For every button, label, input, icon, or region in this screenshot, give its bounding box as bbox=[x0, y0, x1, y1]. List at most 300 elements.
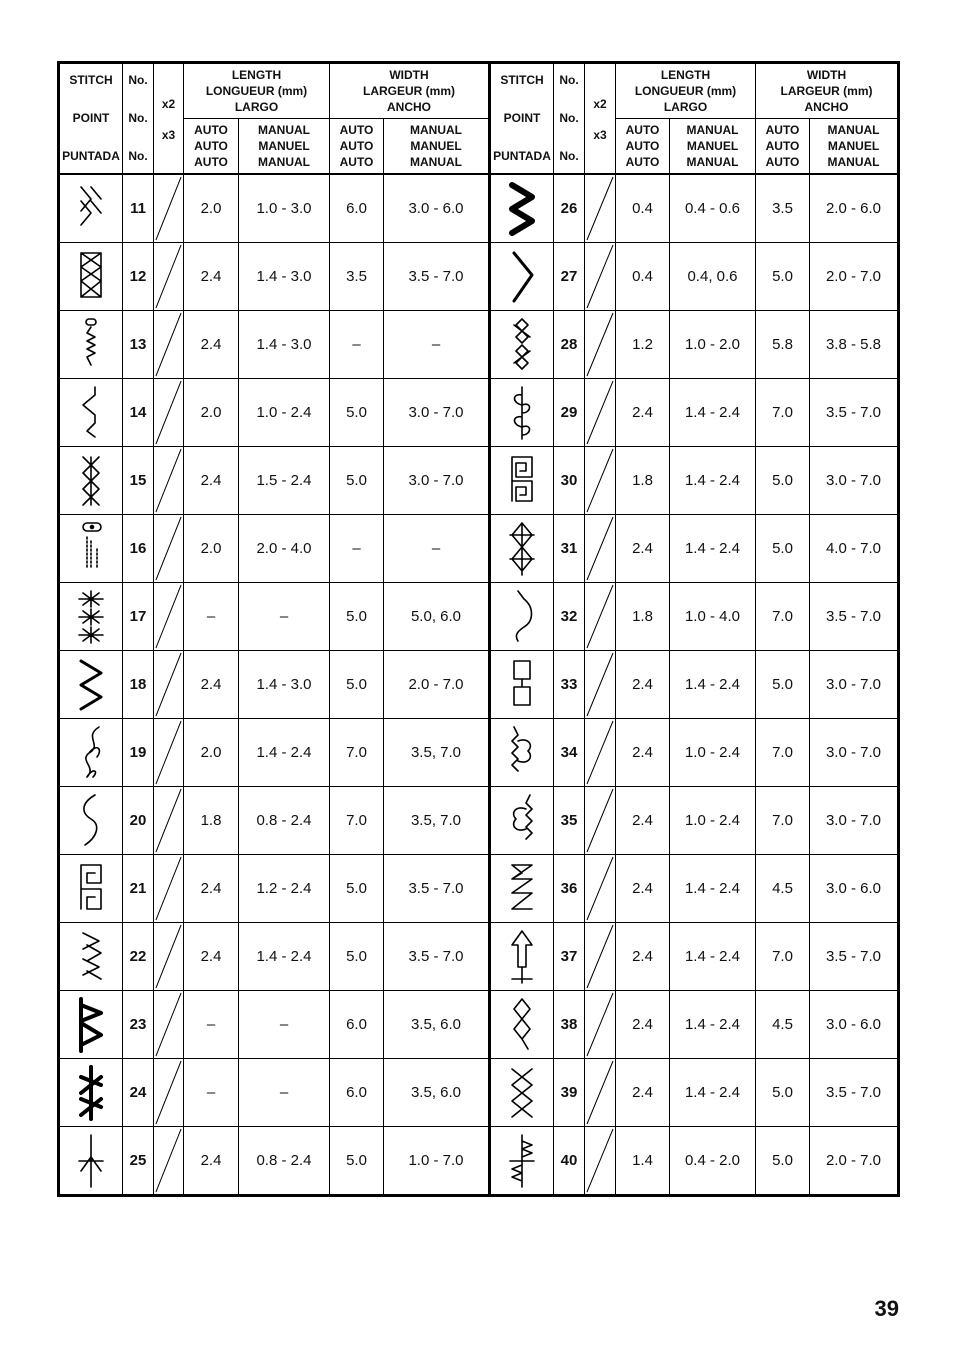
length-manual: – bbox=[239, 582, 330, 650]
length-manual: 1.4 - 2.4 bbox=[670, 854, 756, 922]
tree-stitch-icon bbox=[504, 1131, 540, 1189]
star-stitch-icon bbox=[73, 587, 109, 645]
bartack-stitch-icon bbox=[73, 519, 109, 577]
width-manual: – bbox=[384, 310, 490, 378]
length-manual: 1.0 - 2.4 bbox=[670, 786, 756, 854]
width-auto: 5.0 bbox=[330, 446, 384, 514]
stitch-number: 17 bbox=[123, 582, 154, 650]
stitch-number: 37 bbox=[554, 922, 585, 990]
diagonal-line bbox=[154, 515, 183, 582]
multiplier-cell bbox=[585, 174, 616, 243]
width-auto: 6.0 bbox=[330, 990, 384, 1058]
table-row bbox=[59, 786, 899, 854]
length-auto-header-right: AUTO AUTO AUTO bbox=[616, 119, 670, 174]
length-manual: – bbox=[239, 990, 330, 1058]
spiral-key-stitch-icon bbox=[504, 451, 540, 509]
length-manual: 1.0 - 2.4 bbox=[239, 378, 330, 446]
diagonal-line bbox=[154, 175, 183, 242]
length-auto: 1.8 bbox=[616, 446, 670, 514]
table-row bbox=[59, 174, 899, 243]
width-auto: 6.0 bbox=[330, 174, 384, 243]
width-auto-header-right: AUTO AUTO AUTO bbox=[756, 119, 810, 174]
stitch-number: 34 bbox=[554, 718, 585, 786]
width-auto: 6.0 bbox=[330, 1058, 384, 1126]
length-manual: 1.4 - 3.0 bbox=[239, 310, 330, 378]
width-manual: 4.0 - 7.0 bbox=[810, 514, 899, 582]
stitch-number: 29 bbox=[554, 378, 585, 446]
stitch-number: 20 bbox=[123, 786, 154, 854]
length-manual: 0.4 - 2.0 bbox=[670, 1126, 756, 1195]
diamond-chain-stitch-icon bbox=[504, 315, 540, 373]
stitch-symbol bbox=[59, 990, 123, 1058]
stitch-symbol bbox=[59, 242, 123, 310]
table-row bbox=[59, 650, 899, 718]
length-auto: 2.4 bbox=[184, 650, 239, 718]
width-auto: 5.0 bbox=[756, 446, 810, 514]
diagonal-line bbox=[585, 583, 615, 650]
diagonal-line bbox=[154, 447, 183, 514]
wave-stitch-icon bbox=[73, 383, 109, 441]
width-manual: 3.0 - 7.0 bbox=[384, 446, 490, 514]
stitch-symbol bbox=[490, 854, 554, 922]
diagonal-line bbox=[154, 311, 183, 378]
width-manual: 3.0 - 7.0 bbox=[810, 718, 899, 786]
length-auto: 2.4 bbox=[184, 446, 239, 514]
stitch-number: 25 bbox=[123, 1126, 154, 1195]
multiplier-cell bbox=[585, 922, 616, 990]
stitch-symbol bbox=[59, 1126, 123, 1195]
stitch-symbol bbox=[490, 174, 554, 243]
stitch-symbol bbox=[59, 650, 123, 718]
satin-zigzag-stitch-icon bbox=[504, 179, 540, 237]
width-auto: 3.5 bbox=[756, 174, 810, 243]
length-auto: 1.8 bbox=[616, 582, 670, 650]
multiplier-cell bbox=[154, 242, 184, 310]
width-auto: 7.0 bbox=[756, 718, 810, 786]
multiplier-cell bbox=[585, 446, 616, 514]
diagonal-line bbox=[585, 719, 615, 786]
width-auto: 5.0 bbox=[330, 650, 384, 718]
diagonal-line bbox=[154, 1127, 183, 1194]
width-manual: 3.5 - 7.0 bbox=[384, 922, 490, 990]
scallop-stitch-icon bbox=[504, 587, 540, 645]
multiplier-cell bbox=[154, 582, 184, 650]
serpentine-stitch-icon bbox=[73, 791, 109, 849]
length-manual: 1.4 - 2.4 bbox=[670, 990, 756, 1058]
length-auto: 2.4 bbox=[616, 854, 670, 922]
length-manual: 1.4 - 2.4 bbox=[239, 922, 330, 990]
width-manual: 3.0 - 7.0 bbox=[810, 786, 899, 854]
width-manual: 3.0 - 7.0 bbox=[810, 446, 899, 514]
multiplier-cell bbox=[585, 990, 616, 1058]
length-auto: 1.4 bbox=[616, 1126, 670, 1195]
width-manual: 2.0 - 7.0 bbox=[810, 1126, 899, 1195]
diagonal-line bbox=[154, 787, 183, 854]
stitch-number: 35 bbox=[554, 786, 585, 854]
diagonal-line bbox=[154, 379, 183, 446]
triangle-band-stitch-icon bbox=[73, 247, 109, 305]
diagonal-line bbox=[154, 243, 183, 310]
length-header-right: LENGTH LONGUEUR (mm) LARGO bbox=[616, 63, 756, 119]
length-auto: 2.0 bbox=[184, 718, 239, 786]
stitch-number: 12 bbox=[123, 242, 154, 310]
page-number: 39 bbox=[874, 1296, 899, 1321]
width-manual-header-right: MANUAL MANUEL MANUAL bbox=[810, 119, 899, 174]
table-row bbox=[59, 378, 899, 446]
width-manual-header: MANUAL MANUEL MANUAL bbox=[384, 119, 490, 174]
branch-stitch-icon bbox=[73, 1131, 109, 1189]
stitch-header-right: STITCH POINT PUNTADA bbox=[490, 63, 554, 174]
multiplier-cell bbox=[154, 310, 184, 378]
multiplier-cell bbox=[585, 242, 616, 310]
diagonal-line bbox=[585, 923, 615, 990]
stitch-symbol bbox=[59, 718, 123, 786]
feather-stitch-icon bbox=[73, 451, 109, 509]
multiplier-cell bbox=[585, 582, 616, 650]
stitch-symbol bbox=[490, 378, 554, 446]
multiplier-cell bbox=[585, 378, 616, 446]
multiplier-cell bbox=[154, 650, 184, 718]
diagonal-line bbox=[154, 583, 183, 650]
width-auto: 5.0 bbox=[330, 922, 384, 990]
length-manual-header-right: MANUAL MANUEL MANUAL bbox=[670, 119, 756, 174]
length-auto: 2.0 bbox=[184, 514, 239, 582]
width-header-right: WIDTH LARGEUR (mm) ANCHO bbox=[756, 63, 899, 119]
width-manual: 3.5 - 7.0 bbox=[810, 1058, 899, 1126]
diagonal-line bbox=[154, 1059, 183, 1126]
stitch-number: 23 bbox=[123, 990, 154, 1058]
length-manual: 0.4 - 0.6 bbox=[670, 174, 756, 243]
table-row bbox=[59, 854, 899, 922]
length-manual: 0.8 - 2.4 bbox=[239, 1126, 330, 1195]
stitch-number: 18 bbox=[123, 650, 154, 718]
stitch-symbol bbox=[59, 514, 123, 582]
stitch-number: 40 bbox=[554, 1126, 585, 1195]
buttonhole-stitch-icon bbox=[73, 315, 109, 373]
width-manual: – bbox=[384, 514, 490, 582]
length-manual-header: MANUAL MANUEL MANUAL bbox=[239, 119, 330, 174]
diagonal-line bbox=[154, 651, 183, 718]
stitch-symbol bbox=[59, 786, 123, 854]
stitch-symbol bbox=[490, 650, 554, 718]
stitch-symbol bbox=[59, 446, 123, 514]
multiplier-cell bbox=[154, 854, 184, 922]
length-auto: 0.4 bbox=[616, 242, 670, 310]
width-manual: 3.0 - 7.0 bbox=[384, 378, 490, 446]
length-auto: 2.4 bbox=[184, 854, 239, 922]
length-auto: 2.4 bbox=[616, 650, 670, 718]
stitch-symbol bbox=[59, 1058, 123, 1126]
diagonal-line bbox=[585, 651, 615, 718]
satin-flower-stitch-icon bbox=[73, 1063, 109, 1121]
diagonal-line bbox=[154, 923, 183, 990]
length-auto: 2.0 bbox=[184, 378, 239, 446]
stitch-number: 28 bbox=[554, 310, 585, 378]
arrow-stitch-icon bbox=[504, 927, 540, 985]
greek-key-stitch-icon bbox=[73, 859, 109, 917]
diagonal-line bbox=[585, 311, 615, 378]
chevron-band-stitch-icon bbox=[73, 927, 109, 985]
stitch-symbol bbox=[59, 854, 123, 922]
stitch-header: STITCH POINT PUNTADA bbox=[59, 63, 123, 174]
length-auto: 2.4 bbox=[184, 1126, 239, 1195]
table-row bbox=[59, 582, 899, 650]
length-auto: 2.4 bbox=[616, 922, 670, 990]
multiplier-cell bbox=[585, 786, 616, 854]
diagonal-line bbox=[154, 719, 183, 786]
stitch-table bbox=[57, 61, 900, 1197]
multiplier-cell bbox=[585, 650, 616, 718]
width-auto: 7.0 bbox=[756, 582, 810, 650]
zigzag-stitch-icon bbox=[73, 655, 109, 713]
width-manual: 3.5 - 7.0 bbox=[810, 378, 899, 446]
stitch-symbol bbox=[490, 1126, 554, 1195]
stitch-number: 33 bbox=[554, 650, 585, 718]
stitch-number: 39 bbox=[554, 1058, 585, 1126]
length-header: LENGTH LONGUEUR (mm) LARGO bbox=[184, 63, 330, 119]
stitch-number: 13 bbox=[123, 310, 154, 378]
diamond-cross-stitch-icon bbox=[504, 519, 540, 577]
stitch-number: 27 bbox=[554, 242, 585, 310]
stitch-number: 14 bbox=[123, 378, 154, 446]
width-auto: 7.0 bbox=[756, 378, 810, 446]
table-row bbox=[59, 446, 899, 514]
diagonal-line bbox=[585, 991, 615, 1058]
multiplier-header: x2 x3 bbox=[154, 63, 184, 174]
width-auto: 5.0 bbox=[756, 242, 810, 310]
satin-leaf-stitch-icon bbox=[73, 995, 109, 1053]
stitch-symbol bbox=[59, 582, 123, 650]
multiplier-cell bbox=[154, 990, 184, 1058]
width-manual: 3.5 - 7.0 bbox=[810, 922, 899, 990]
triangle-chain-stitch-icon bbox=[504, 859, 540, 917]
diamond-wave-stitch-icon bbox=[504, 995, 540, 1053]
length-manual: 2.0 - 4.0 bbox=[239, 514, 330, 582]
width-manual: 3.0 - 7.0 bbox=[810, 650, 899, 718]
multiplier-cell bbox=[154, 786, 184, 854]
width-manual: 1.0 - 7.0 bbox=[384, 1126, 490, 1195]
diagonal-line bbox=[154, 991, 183, 1058]
stitch-symbol bbox=[490, 310, 554, 378]
multiplier-header-right: x2 x3 bbox=[585, 63, 616, 174]
large-zigzag-stitch-icon bbox=[504, 247, 540, 305]
multiplier-cell bbox=[585, 1058, 616, 1126]
multiplier-cell bbox=[154, 718, 184, 786]
length-auto: 2.4 bbox=[184, 922, 239, 990]
stitch-symbol bbox=[59, 310, 123, 378]
width-auto: – bbox=[330, 310, 384, 378]
stitch-number: 31 bbox=[554, 514, 585, 582]
length-manual: 1.4 - 2.4 bbox=[670, 446, 756, 514]
stitch-symbol bbox=[59, 922, 123, 990]
length-manual: 1.4 - 2.4 bbox=[670, 378, 756, 446]
multiplier-cell bbox=[154, 514, 184, 582]
length-manual: 1.4 - 3.0 bbox=[239, 242, 330, 310]
multiplier-cell bbox=[585, 1126, 616, 1195]
stitch-number: 22 bbox=[123, 922, 154, 990]
stitch-number: 11 bbox=[123, 174, 154, 243]
tulip-stitch-icon bbox=[504, 723, 540, 781]
length-auto-header: AUTO AUTO AUTO bbox=[184, 119, 239, 174]
multiplier-cell bbox=[154, 378, 184, 446]
length-auto: 2.4 bbox=[616, 990, 670, 1058]
leaf-vine-stitch-icon bbox=[73, 723, 109, 781]
no-header-right: No. No. No. bbox=[554, 63, 585, 174]
diagonal-line bbox=[585, 379, 615, 446]
width-header: WIDTH LARGEUR (mm) ANCHO bbox=[330, 63, 490, 119]
length-manual: 1.2 - 2.4 bbox=[239, 854, 330, 922]
arrowhead-stitch-icon bbox=[73, 179, 109, 237]
table-row bbox=[59, 1126, 899, 1195]
length-manual: 1.4 - 2.4 bbox=[670, 514, 756, 582]
length-auto: – bbox=[184, 582, 239, 650]
width-manual: 3.5 - 7.0 bbox=[384, 854, 490, 922]
width-auto: 7.0 bbox=[756, 786, 810, 854]
length-manual: 1.0 - 2.0 bbox=[670, 310, 756, 378]
diagonal-line bbox=[585, 243, 615, 310]
multiplier-cell bbox=[585, 854, 616, 922]
width-manual: 3.5, 6.0 bbox=[384, 1058, 490, 1126]
square-stitch-icon bbox=[504, 655, 540, 713]
width-auto: 7.0 bbox=[330, 786, 384, 854]
stitch-symbol bbox=[490, 1058, 554, 1126]
width-auto: 5.0 bbox=[756, 1126, 810, 1195]
length-manual: 1.4 - 2.4 bbox=[239, 718, 330, 786]
width-manual: 3.5 - 7.0 bbox=[384, 242, 490, 310]
length-manual: 1.0 - 4.0 bbox=[670, 582, 756, 650]
table-row bbox=[59, 990, 899, 1058]
table-row bbox=[59, 242, 899, 310]
multiplier-cell bbox=[154, 922, 184, 990]
multiplier-cell bbox=[154, 1058, 184, 1126]
width-auto: – bbox=[330, 514, 384, 582]
stitch-number: 38 bbox=[554, 990, 585, 1058]
length-manual: 1.4 - 2.4 bbox=[670, 650, 756, 718]
stitch-symbol bbox=[490, 718, 554, 786]
multiplier-cell bbox=[585, 310, 616, 378]
diagonal-line bbox=[585, 787, 615, 854]
stitch-number: 32 bbox=[554, 582, 585, 650]
length-manual: 1.5 - 2.4 bbox=[239, 446, 330, 514]
length-manual: 1.0 - 2.4 bbox=[670, 718, 756, 786]
length-auto: 2.0 bbox=[184, 174, 239, 243]
width-auto: 5.0 bbox=[330, 1126, 384, 1195]
stitch-symbol bbox=[490, 990, 554, 1058]
length-manual: 1.4 - 3.0 bbox=[239, 650, 330, 718]
width-auto: 5.0 bbox=[330, 378, 384, 446]
diagonal-line bbox=[585, 515, 615, 582]
multiplier-cell bbox=[154, 446, 184, 514]
length-auto: 2.4 bbox=[616, 786, 670, 854]
width-auto: 3.5 bbox=[330, 242, 384, 310]
multiplier-cell bbox=[154, 174, 184, 243]
width-manual: 3.0 - 6.0 bbox=[810, 854, 899, 922]
length-manual: 1.0 - 3.0 bbox=[239, 174, 330, 243]
width-auto: 5.0 bbox=[756, 1058, 810, 1126]
width-manual: 3.5, 7.0 bbox=[384, 718, 490, 786]
width-auto: 5.0 bbox=[330, 854, 384, 922]
stitch-symbol bbox=[490, 786, 554, 854]
multiplier-cell bbox=[585, 718, 616, 786]
table-row bbox=[59, 922, 899, 990]
stitch-number: 24 bbox=[123, 1058, 154, 1126]
diagonal-line bbox=[154, 855, 183, 922]
stitch-symbol bbox=[59, 174, 123, 243]
tulip-mirror-stitch-icon bbox=[504, 791, 540, 849]
stitch-number: 26 bbox=[554, 174, 585, 243]
fern-stitch-icon bbox=[504, 383, 540, 441]
diagonal-line bbox=[585, 855, 615, 922]
stitch-number: 21 bbox=[123, 854, 154, 922]
width-auto: 7.0 bbox=[330, 718, 384, 786]
stitch-symbol bbox=[490, 582, 554, 650]
width-manual: 2.0 - 6.0 bbox=[810, 174, 899, 243]
length-auto: 2.4 bbox=[616, 718, 670, 786]
width-manual: 3.5, 7.0 bbox=[384, 786, 490, 854]
stitch-number: 19 bbox=[123, 718, 154, 786]
stitch-symbol bbox=[490, 922, 554, 990]
length-auto: 2.4 bbox=[616, 378, 670, 446]
length-manual: 0.8 - 2.4 bbox=[239, 786, 330, 854]
length-auto: 2.4 bbox=[616, 514, 670, 582]
multiplier-cell bbox=[154, 1126, 184, 1195]
length-manual: – bbox=[239, 1058, 330, 1126]
table-row bbox=[59, 514, 899, 582]
length-auto: 2.4 bbox=[616, 1058, 670, 1126]
width-manual: 2.0 - 7.0 bbox=[810, 242, 899, 310]
cross-stitch-icon bbox=[504, 1063, 540, 1121]
no-header: No. No. No. bbox=[123, 63, 154, 174]
length-auto: 2.4 bbox=[184, 310, 239, 378]
width-auto: 4.5 bbox=[756, 854, 810, 922]
width-auto: 5.0 bbox=[756, 514, 810, 582]
stitch-symbol bbox=[490, 446, 554, 514]
table-row bbox=[59, 310, 899, 378]
width-auto: 4.5 bbox=[756, 990, 810, 1058]
width-manual: 3.8 - 5.8 bbox=[810, 310, 899, 378]
width-manual: 2.0 - 7.0 bbox=[384, 650, 490, 718]
width-auto: 5.8 bbox=[756, 310, 810, 378]
stitch-number: 16 bbox=[123, 514, 154, 582]
length-manual: 0.4, 0.6 bbox=[670, 242, 756, 310]
length-auto: – bbox=[184, 990, 239, 1058]
length-auto: 2.4 bbox=[184, 242, 239, 310]
stitch-symbol bbox=[490, 242, 554, 310]
length-manual: 1.4 - 2.4 bbox=[670, 922, 756, 990]
diagonal-line bbox=[585, 1059, 615, 1126]
width-auto: 5.0 bbox=[756, 650, 810, 718]
stitch-number: 15 bbox=[123, 446, 154, 514]
stitch-symbol bbox=[490, 514, 554, 582]
width-manual: 3.5, 6.0 bbox=[384, 990, 490, 1058]
length-manual: 1.4 - 2.4 bbox=[670, 1058, 756, 1126]
stitch-number: 36 bbox=[554, 854, 585, 922]
diagonal-line bbox=[585, 1127, 615, 1194]
width-manual: 3.0 - 6.0 bbox=[810, 990, 899, 1058]
multiplier-cell bbox=[585, 514, 616, 582]
stitch-number: 30 bbox=[554, 446, 585, 514]
diagonal-line bbox=[585, 447, 615, 514]
width-manual: 3.0 - 6.0 bbox=[384, 174, 490, 243]
length-auto: 1.2 bbox=[616, 310, 670, 378]
diagonal-line bbox=[585, 175, 615, 242]
width-auto: 7.0 bbox=[756, 922, 810, 990]
stitch-symbol bbox=[59, 378, 123, 446]
width-manual: 3.5 - 7.0 bbox=[810, 582, 899, 650]
table-row bbox=[59, 718, 899, 786]
width-auto: 5.0 bbox=[330, 582, 384, 650]
length-auto: 0.4 bbox=[616, 174, 670, 243]
